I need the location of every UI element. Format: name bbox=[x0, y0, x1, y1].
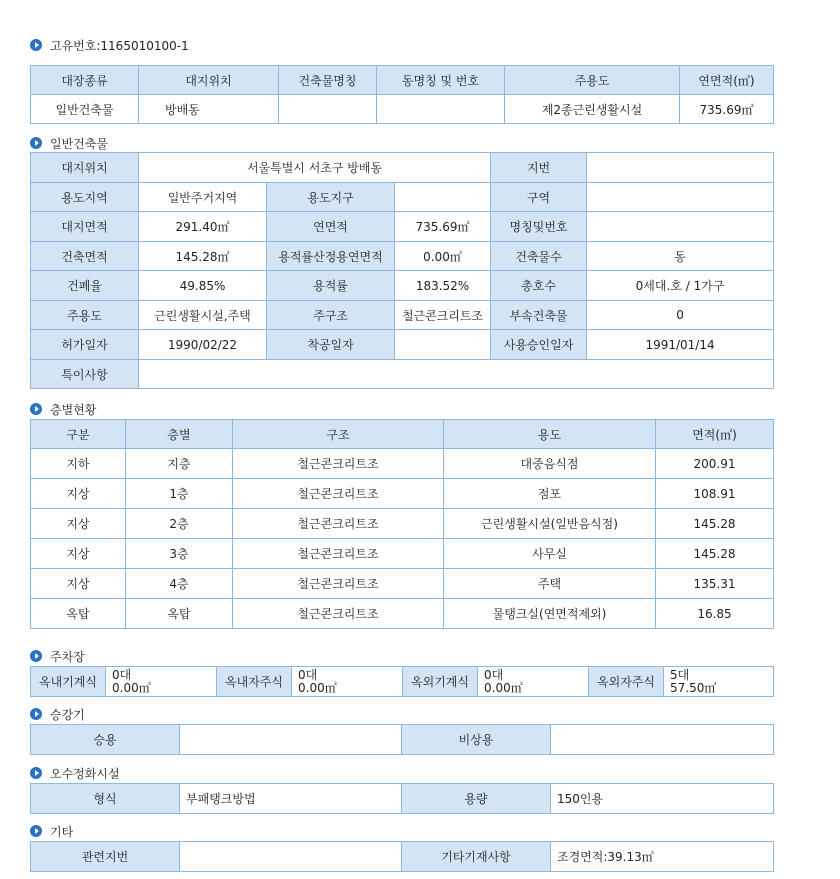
table-row: 지상 3층 철근콘크리트조 사무실 145.28 bbox=[31, 539, 774, 569]
summary-header: 대장종류 bbox=[31, 66, 139, 95]
label-area: 구역 bbox=[491, 183, 587, 212]
label-units: 총호수 bbox=[491, 271, 587, 301]
label-building-count: 건축물수 bbox=[491, 242, 587, 271]
value-far: 183.52% bbox=[395, 271, 491, 301]
summary-header: 건축물명칭 bbox=[279, 66, 377, 95]
label-annex: 부속건축물 bbox=[491, 301, 587, 330]
value-notes bbox=[139, 360, 774, 389]
value-building-area: 145.28㎡ bbox=[139, 242, 267, 271]
label-sewage-capacity: 용량 bbox=[402, 784, 551, 814]
value-zone: 일반주거지역 bbox=[139, 183, 267, 212]
label-building-area: 건축면적 bbox=[31, 242, 139, 271]
value-structure: 철근콘크리트조 bbox=[395, 301, 491, 330]
parking-value: 5대 57.50㎡ bbox=[664, 667, 774, 697]
value-site-area: 291.40㎡ bbox=[139, 212, 267, 242]
label-site: 대지위치 bbox=[31, 153, 139, 183]
value-other: 조경면적:39.13㎡ bbox=[551, 842, 774, 872]
label-approval: 사용승인일자 bbox=[491, 330, 587, 360]
summary-cell bbox=[279, 95, 377, 124]
value-sewage-type: 부패탱크방법 bbox=[180, 784, 402, 814]
value-annex: 0 bbox=[587, 301, 774, 330]
sewage-table bbox=[30, 783, 774, 814]
value-district bbox=[395, 183, 491, 212]
parking-table bbox=[30, 666, 774, 697]
value-building-count: 동 bbox=[587, 242, 774, 271]
bullet-icon bbox=[30, 403, 42, 415]
summary-cell: 일반건축물 bbox=[31, 95, 139, 124]
parking-value: 0대 0.00㎡ bbox=[478, 667, 589, 697]
label-main-use: 주용도 bbox=[31, 301, 139, 330]
summary-header: 대지위치 bbox=[139, 66, 279, 95]
label-other: 기타기재사항 bbox=[402, 842, 551, 872]
label-emergency: 비상용 bbox=[402, 725, 551, 755]
floors-header: 면적(㎡) bbox=[656, 420, 774, 449]
value-start bbox=[395, 330, 491, 360]
summary-table bbox=[30, 65, 774, 124]
summary-cell bbox=[377, 95, 505, 124]
value-permit: 1990/02/22 bbox=[139, 330, 267, 360]
label-related-lot: 관련지번 bbox=[31, 842, 180, 872]
parking-label: 옥내자주식 bbox=[217, 667, 292, 697]
value-sewage-capacity: 150인용 bbox=[551, 784, 774, 814]
label-structure: 주구조 bbox=[267, 301, 395, 330]
value-floor-area: 735.69㎡ bbox=[395, 212, 491, 242]
summary-header: 동명칭 및 번호 bbox=[377, 66, 505, 95]
value-main-use: 근린생활시설,주택 bbox=[139, 301, 267, 330]
bullet-icon bbox=[30, 767, 42, 779]
label-notes: 특이사항 bbox=[31, 360, 139, 389]
id-text: 고유번호:1165010100-1 bbox=[50, 38, 189, 53]
value-passenger bbox=[180, 725, 402, 755]
parking-label: 옥외기계식 bbox=[403, 667, 478, 697]
general-table bbox=[30, 152, 774, 389]
value-far-floor-area: 0.00㎡ bbox=[395, 242, 491, 271]
floors-header: 용도 bbox=[444, 420, 656, 449]
value-bcr: 49.85% bbox=[139, 271, 267, 301]
floors-section-title: 층별현황 bbox=[30, 401, 96, 417]
table-row: 지하 지층 철근콘크리트조 대중음식점 200.91 bbox=[31, 449, 774, 479]
bullet-icon bbox=[30, 825, 42, 837]
label-far: 용적률 bbox=[267, 271, 395, 301]
etc-table bbox=[30, 841, 774, 872]
bullet-icon bbox=[30, 708, 42, 720]
table-row: 지상 2층 철근콘크리트조 근린생활시설(일반음식점) 145.28 bbox=[31, 509, 774, 539]
floors-header: 층별 bbox=[126, 420, 233, 449]
label-lot: 지번 bbox=[491, 153, 587, 183]
summary-header: 주용도 bbox=[505, 66, 680, 95]
value-units: 0세대.호 / 1가구 bbox=[587, 271, 774, 301]
floors-header: 구조 bbox=[233, 420, 444, 449]
label-name: 명칭및번호 bbox=[491, 212, 587, 242]
label-far-floor-area: 용적률산정용연면적 bbox=[267, 242, 395, 271]
bullet-icon bbox=[30, 650, 42, 662]
table-row: 지상 4층 철근콘크리트조 주택 135.31 bbox=[31, 569, 774, 599]
summary-header: 연면적(㎡) bbox=[680, 66, 774, 95]
elevator-section-title: 승강기 bbox=[30, 706, 85, 722]
label-sewage-type: 형식 bbox=[31, 784, 180, 814]
etc-section-title: 기타 bbox=[30, 823, 73, 839]
value-area bbox=[587, 183, 774, 212]
value-site: 서울특별시 서초구 방배동 bbox=[139, 153, 491, 183]
table-row: 옥탑 옥탑 철근콘크리트조 물탱크실(연면적제외) 16.85 bbox=[31, 599, 774, 629]
summary-cell: 제2종근린생활시설 bbox=[505, 95, 680, 124]
value-related-lot bbox=[180, 842, 402, 872]
bullet-icon bbox=[30, 39, 42, 51]
sewage-section-title: 오수정화시설 bbox=[30, 765, 120, 781]
parking-section-title: 주차장 bbox=[30, 648, 85, 664]
elevator-table bbox=[30, 724, 774, 755]
id-line bbox=[30, 37, 189, 53]
parking-value: 0대 0.00㎡ bbox=[292, 667, 403, 697]
label-bcr: 건폐율 bbox=[31, 271, 139, 301]
label-site-area: 대지면적 bbox=[31, 212, 139, 242]
label-district: 용도지구 bbox=[267, 183, 395, 212]
floors-table bbox=[30, 419, 774, 629]
general-section-title: 일반건축물 bbox=[30, 135, 108, 151]
floors-header: 구분 bbox=[31, 420, 126, 449]
value-lot bbox=[587, 153, 774, 183]
summary-cell: 방배동 bbox=[139, 95, 279, 124]
label-start: 착공일자 bbox=[267, 330, 395, 360]
value-approval: 1991/01/14 bbox=[587, 330, 774, 360]
label-floor-area: 연면적 bbox=[267, 212, 395, 242]
label-permit: 허가일자 bbox=[31, 330, 139, 360]
label-passenger: 승용 bbox=[31, 725, 180, 755]
summary-cell: 735.69㎡ bbox=[680, 95, 774, 124]
bullet-icon bbox=[30, 137, 42, 149]
parking-label: 옥외자주식 bbox=[589, 667, 664, 697]
label-zone: 용도지역 bbox=[31, 183, 139, 212]
value-name bbox=[587, 212, 774, 242]
parking-label: 옥내기계식 bbox=[31, 667, 106, 697]
parking-value: 0대 0.00㎡ bbox=[106, 667, 217, 697]
table-row: 지상 1층 철근콘크리트조 점포 108.91 bbox=[31, 479, 774, 509]
value-emergency bbox=[551, 725, 774, 755]
